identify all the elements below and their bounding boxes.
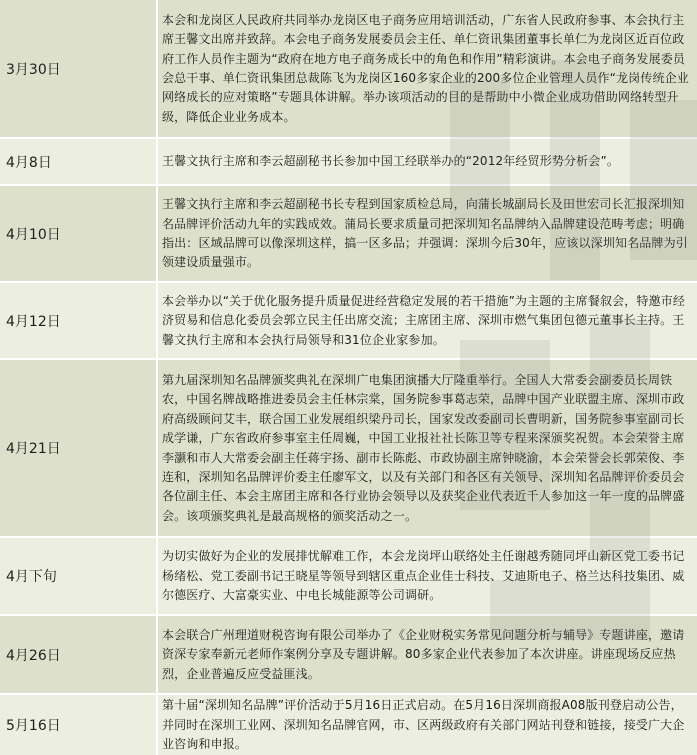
row-text: 为切实做好为企业的发展排忧解难工作，本会龙岗坪山联络处主任谢越秀随同坪山新区党工委书记杨绪松、党工委副书记王晓星等领导到辖区重点企业佳士科技、艾迪斯电子、格兰达科技集团、威尔德医疗、大富豪实业、中电长城能源等公司调研。 [162, 549, 685, 603]
row-date: 4月26日 [0, 616, 158, 693]
table-row [0, 186, 697, 283]
table-row [0, 283, 697, 360]
row-text: 第十届“深圳知名品牌”评价活动于5月16日正式启动。在5月16日深圳商报A08版刊登启动公告，并同时在深圳工业网、深圳知名品牌官网，市、区两级政府有关部门网站刊登和链接，接受广大企业咨询和申报。 [162, 698, 685, 752]
table-row [0, 139, 697, 186]
table-row [0, 0, 697, 139]
row-text: 第九届深圳知名品牌颁奖典礼在深圳广电集团演播大厅隆重举行。全国人大常委会副委员长周铁农，中国名牌战略推进委员会主任林宗棠，国务院参事葛志荣，品牌中国产业联盟主席、深圳市政府高级顾问艾丰，联合国工业发展组织梁丹司长，国家发改委副司长曹明新，国务院参事室副司长成学谦，广东省政府参事室主任周巍，中国工业报社社长陈卫等专程来深颁奖祝贺。本会荣誉主席李灏和市人大常委会副主任蒋宇扬、副市长陈彪、市政协副主席钟晓渝，本会荣誉会长郭荣俊、李连和，深圳知名品牌评价委主任廖军文，以及有关部门和各区有关领导、深圳知名品牌评价委员会各位副主任、本会主席团主席和各行业协会领导以及获奖企业代表近千人参加这一年一度的品牌盛会。该项颁奖典礼是最高规格的颁奖活动之一。 [162, 372, 685, 523]
row-text: 王馨文执行主席和李云超副秘书长参加中国工经联举办的“2012年经贸形势分析会”。 [162, 154, 619, 169]
row-text: 本会举办以“关于优化服务提升质量促进经营稳定发展的若干措施”为主题的主席餐叙会，特邀市经济贸易和信息化委员会郭立民主任出席交流；主席团主席、深圳市燃气集团包德元董事长主持。王馨文执行主席和本会执行局领导和31位企业家参加。 [162, 293, 686, 347]
row-date: 4月10日 [0, 186, 158, 281]
row-date: 4月21日 [0, 360, 158, 536]
table-row [0, 360, 697, 538]
row-date: 4月12日 [0, 283, 158, 358]
row-date: 4月下旬 [0, 538, 158, 614]
row-text: 王馨文执行主席和李云超副秘书长专程到国家质检总局，向蒲长城副局长及田世宏司长汇报深圳知名品牌评价活动九年的实践成效。蒲局长要求质量司把深圳知名品牌纳入品牌建设范畴考虑；明确指出：区域品牌可以像深圳这样，搞一区多品；并强调：深圳今后30年，应该以深圳知名品牌为引领建设质量强市。 [162, 197, 688, 270]
table-row [0, 616, 697, 695]
row-text: 本会和龙岗区人民政府共同举办龙岗区电子商务应用培训活动，广东省人民政府参事、本会执行主席王馨文出席并致辞。本会电子商务发展委员会主任、单仁资讯集团董事长单仁为龙岗区近百位政府工作人员作主题为“政府在地方电子商务成长中的角色和作用”精彩演讲。本会电子商务发展委员会总干事、单仁资讯集团总裁陈飞为龙岗区160多家企业的200多位企业管理人员作“龙岗传统企业网络成长的应对策略”专题具体讲解。举办该项活动的目的是帮助中小微企业成功借助网络转型升级，降低企业业务成本。 [162, 12, 689, 124]
row-date: 4月8日 [0, 139, 158, 184]
row-text: 本会联合广州理道财税咨询有限公司举办了《企业财税实务常见问题分析与辅导》专题讲座，邀请资深专家奉新元老师作案例分享及专题讲解。80多家企业代表参加了本次讲座。讲座现场反应热烈，企业普遍反应受益匪浅。 [162, 627, 685, 681]
table-row [0, 695, 697, 755]
row-date: 3月30日 [0, 0, 158, 137]
table-row [0, 538, 697, 616]
row-date: 5月16日 [0, 695, 158, 755]
